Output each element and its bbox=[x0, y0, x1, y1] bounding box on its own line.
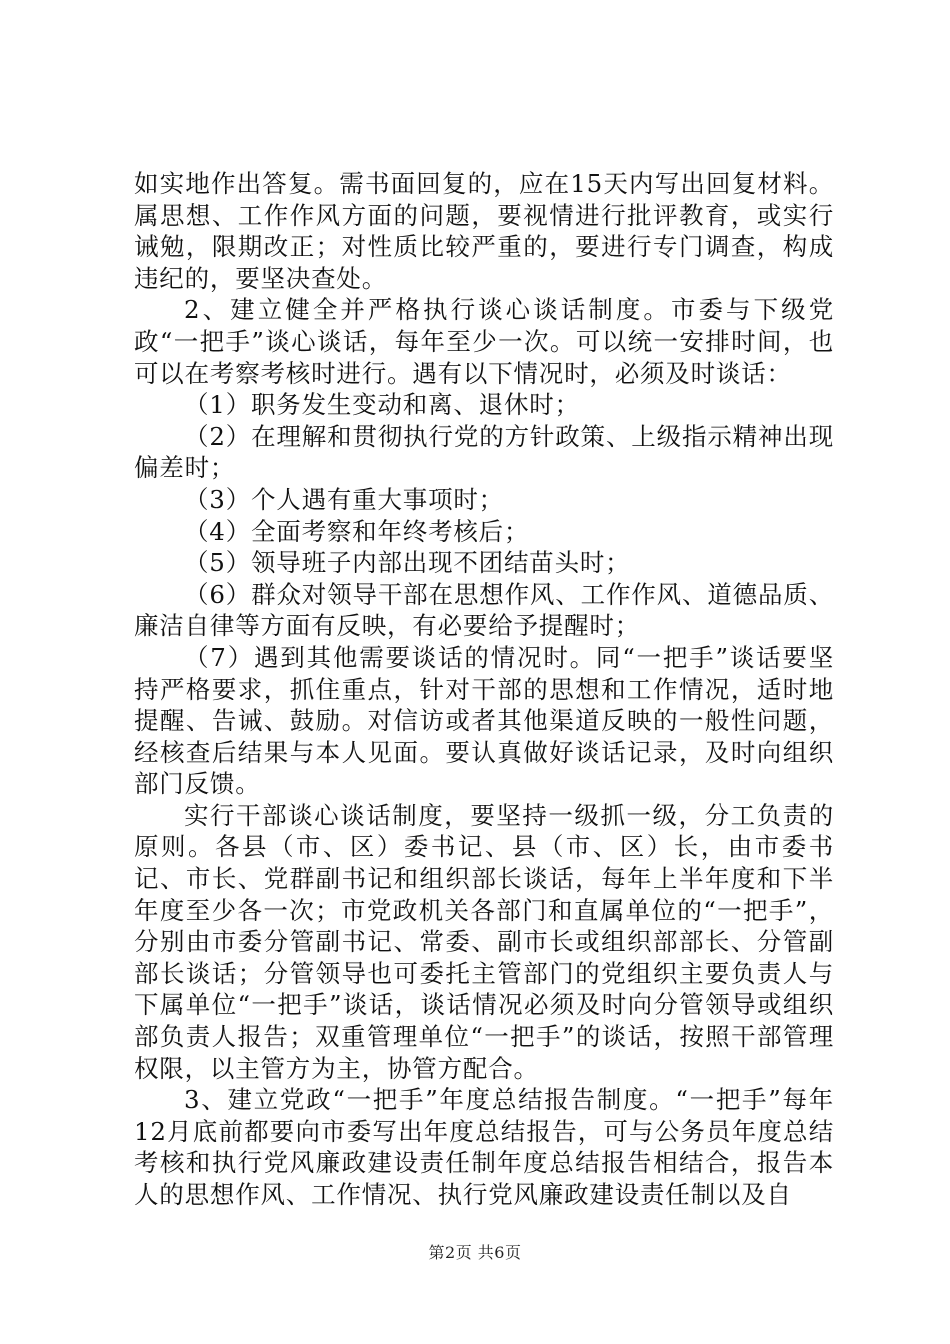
list-item: （2）在理解和贯彻执行党的方针政策、上级指示精神出现偏差时； bbox=[134, 421, 834, 483]
page-footer bbox=[0, 1240, 950, 1263]
paragraph: 实行干部谈心谈话制度，要坚持一级抓一级，分工负责的原则。各县（市、区）委书记、县（市、区）长，由市委书记、市长、党群副书记和组织部长谈话，每年上半年度和下半年度至少各一次；市党政机关各部门和直属单位的“一把手”，分别由市委分管副书记、常委、副市长或组织部部长、分管副部长谈话；分管领导也可委托主管部门的党组织主要负责人与下属单位“一把手”谈话，谈话情况必须及时向分管领导或组织部负责人报告；双重管理单位“一把手”的谈话，按照干部管理权限，以主管方为主，协管方配合。 bbox=[134, 800, 834, 1083]
list-item: （7）遇到其他需要谈话的情况时。同“一把手”谈话要坚持严格要求，抓住重点，针对干部的思想和工作情况，适时地提醒、告诫、鼓励。对信访或者其他渠道反映的一般性问题，经核查后结果与本人见面。要认真做好谈话记录，及时向组织部门反馈。 bbox=[134, 642, 834, 799]
list-item: （5）领导班子内部出现不团结苗头时； bbox=[184, 548, 631, 578]
paragraph: 如实地作出答复。需书面回复的，应在15天内写出回复材料。属思想、工作作风方面的问题，要视情进行批评教育，或实行诫勉，限期改正；对性质比较严重的，要进行专门调查，构成违纪的，要坚决查处。 bbox=[134, 169, 834, 293]
list-item: （4）全面考察和年终考核后； bbox=[184, 516, 530, 546]
page-number: 第2页 共6页 bbox=[428, 1243, 522, 1262]
list-item: （6）群众对领导干部在思想作风、工作作风、道德品质、廉洁自律等方面有反映，有必要给予提醒时； bbox=[134, 579, 834, 641]
paragraph: 3、建立党政“一把手”年度总结报告制度。“一把手”每年12月底前都要向市委写出年度总结报告，可与公务员年度总结考核和执行党风廉政建设责任制年度总结报告相结合，报告本人的思想作风、工作情况、执行党风廉政建设责任制以及自 bbox=[134, 1085, 834, 1209]
paragraph: 2、建立健全并严格执行谈心谈话制度。市委与下级党政“一把手”谈心谈话，每年至少一次。可以统一安排时间，也可以在考察考核时进行。遇有以下情况时，必须及时谈话： bbox=[134, 295, 834, 388]
list-item: （1）职务发生变动和离、退休时； bbox=[184, 390, 580, 420]
document-body bbox=[134, 168, 834, 1211]
list-item: （3）个人遇有重大事项时； bbox=[184, 484, 504, 514]
